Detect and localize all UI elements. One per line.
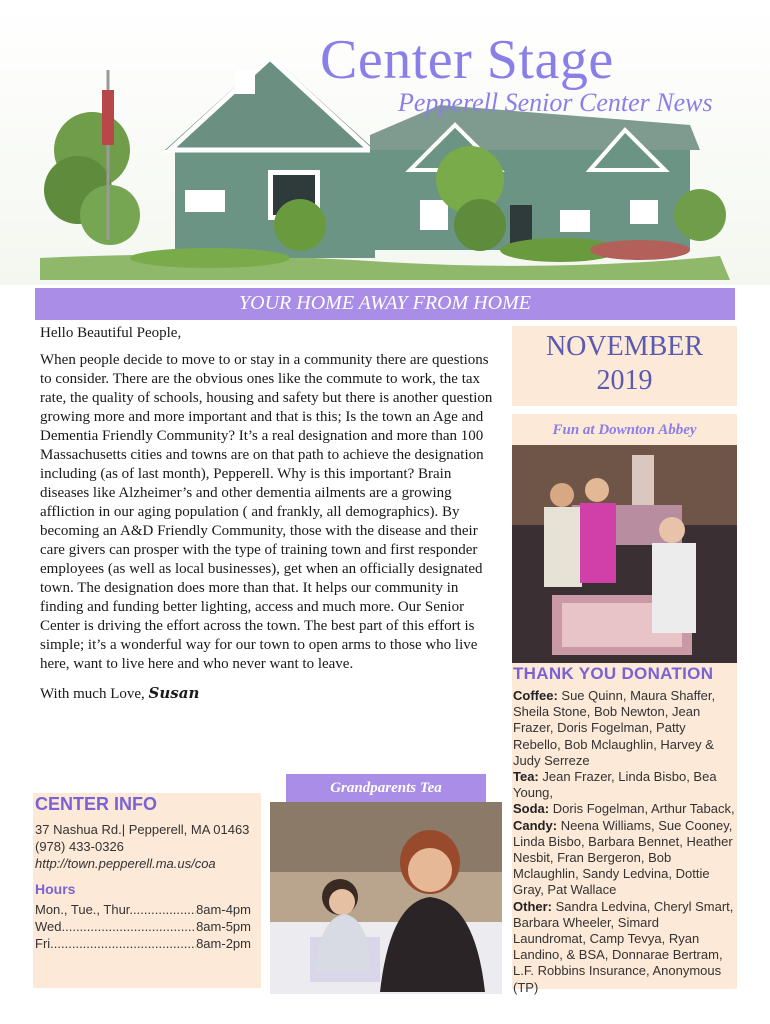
hours-row bbox=[35, 919, 251, 934]
hours-row bbox=[35, 936, 251, 951]
donation-label: Soda: bbox=[513, 801, 550, 817]
issue-year: 2019 bbox=[596, 365, 653, 396]
donation-item bbox=[513, 688, 735, 769]
newsletter-title: Center Stage bbox=[320, 29, 614, 91]
donation-label: Tea: bbox=[513, 769, 539, 785]
donation-label: Other: bbox=[513, 898, 552, 914]
tagline-banner: YOUR HOME AWAY FROM HOME bbox=[35, 288, 735, 320]
letter-greeting: Hello Beautiful People, bbox=[40, 325, 182, 341]
hours-days: Fri bbox=[35, 936, 51, 951]
center-address: 37 Nashua Rd.| Pepperell, MA 01463 bbox=[35, 822, 250, 837]
director-letter bbox=[40, 324, 500, 712]
donation-item bbox=[513, 769, 735, 801]
issue-date bbox=[512, 326, 737, 406]
letter-closing-text: With much Love, bbox=[40, 686, 145, 702]
newsletter-subtitle: Pepperell Senior Center News bbox=[398, 88, 713, 117]
center-website-link[interactable]: http://town.pepperell.ma.us/coa bbox=[35, 856, 216, 871]
donation-label: Coffee: bbox=[513, 688, 558, 703]
donation-label: Candy: bbox=[513, 817, 558, 833]
hours-days: Mon., Tue., Thur. bbox=[35, 902, 134, 917]
hours-title: Hours bbox=[35, 881, 76, 897]
downton-photo-caption: Fun at Downton Abbey bbox=[552, 422, 697, 438]
donation-names: Doris Fogelman, Arthur Taback, bbox=[552, 801, 735, 817]
grandparents-tea-photo bbox=[270, 802, 502, 994]
hours-time: 8am-4pm bbox=[196, 902, 251, 917]
donation-names: Sue Quinn, Maura Shaffer, Sheila Stone, Bob Newton, Jean Frazer, Doris Fogelman, Patty Rebello, Bob Mclaughlin, Harvey & Judy Serreze bbox=[513, 688, 716, 768]
donation-names: Neena Williams, Sue Cooney, Linda Bisbo, Barbara Bennet, Heather Nesbit, Fran Bergeron, Bob Mclaughlin, Sandy Ledvina, Dottie Gray, Pat Wallace bbox=[513, 817, 733, 898]
donation-item bbox=[513, 801, 735, 817]
donation-names: Sandra Ledvina, Cheryl Smart, Barbara Wheeler, Simard Laundromat, Camp Tevya, Ryan Landino, & BSA, Donnarae Bertram, L.F. Robbins Insurance, Anonymous (TP) bbox=[513, 898, 734, 995]
hours-time: 8am-5pm bbox=[196, 919, 251, 934]
donations-list bbox=[513, 688, 735, 996]
letter-body: When people decide to move to or stay in a community there are questions to consider. There are the obvious ones like the commute to work, the tax rate, the quality of schools, housing and safety but there is another question growing more and more important and that is this; Is the town an Age and Dementia Friendly Community? It’s a real designation and more than 100 Massachusetts cities and towns are on that path to achieve the designation including (as of last month), Pepperell. Why is this important? Brain diseases like Alzheimer’s and other dementia ailments are a growing affliction in our aging population ( and frankly, all demographics). By becoming an A&D Friendly Community, those with the disease and their care givers can prosper with the type of training town and first responder employees (as well as local businesses), get when an officially designated town. The designation does more than that. It helps our community in finding and funding better lighting, access and much more. Our Senior Center is driving the effort across the town. The best part of this effort is simple; it’s a wonderful way for our town to open arms to those who live here, want to live here and who never want to leave. bbox=[40, 352, 493, 672]
donation-names: Jean Frazer, Linda Bisbo, Bea Young, bbox=[513, 769, 717, 801]
center-phone[interactable]: (978) 433-0326 bbox=[35, 839, 124, 854]
donations-title: THANK YOU DONATION bbox=[513, 664, 714, 683]
grandparents-tea-caption: Grandparents Tea bbox=[286, 774, 486, 802]
downton-abbey-photo bbox=[512, 445, 737, 663]
letter-signature: Susan bbox=[148, 684, 200, 702]
donation-item bbox=[513, 899, 735, 996]
hours-days: Wed bbox=[35, 919, 62, 934]
hours-time: 8am-2pm bbox=[196, 936, 251, 951]
donation-item bbox=[513, 818, 735, 899]
issue-month: NOVEMBER bbox=[545, 331, 704, 362]
center-info-title: CENTER INFO bbox=[35, 794, 158, 814]
hours-row bbox=[35, 902, 251, 917]
letter-closing bbox=[40, 684, 500, 704]
